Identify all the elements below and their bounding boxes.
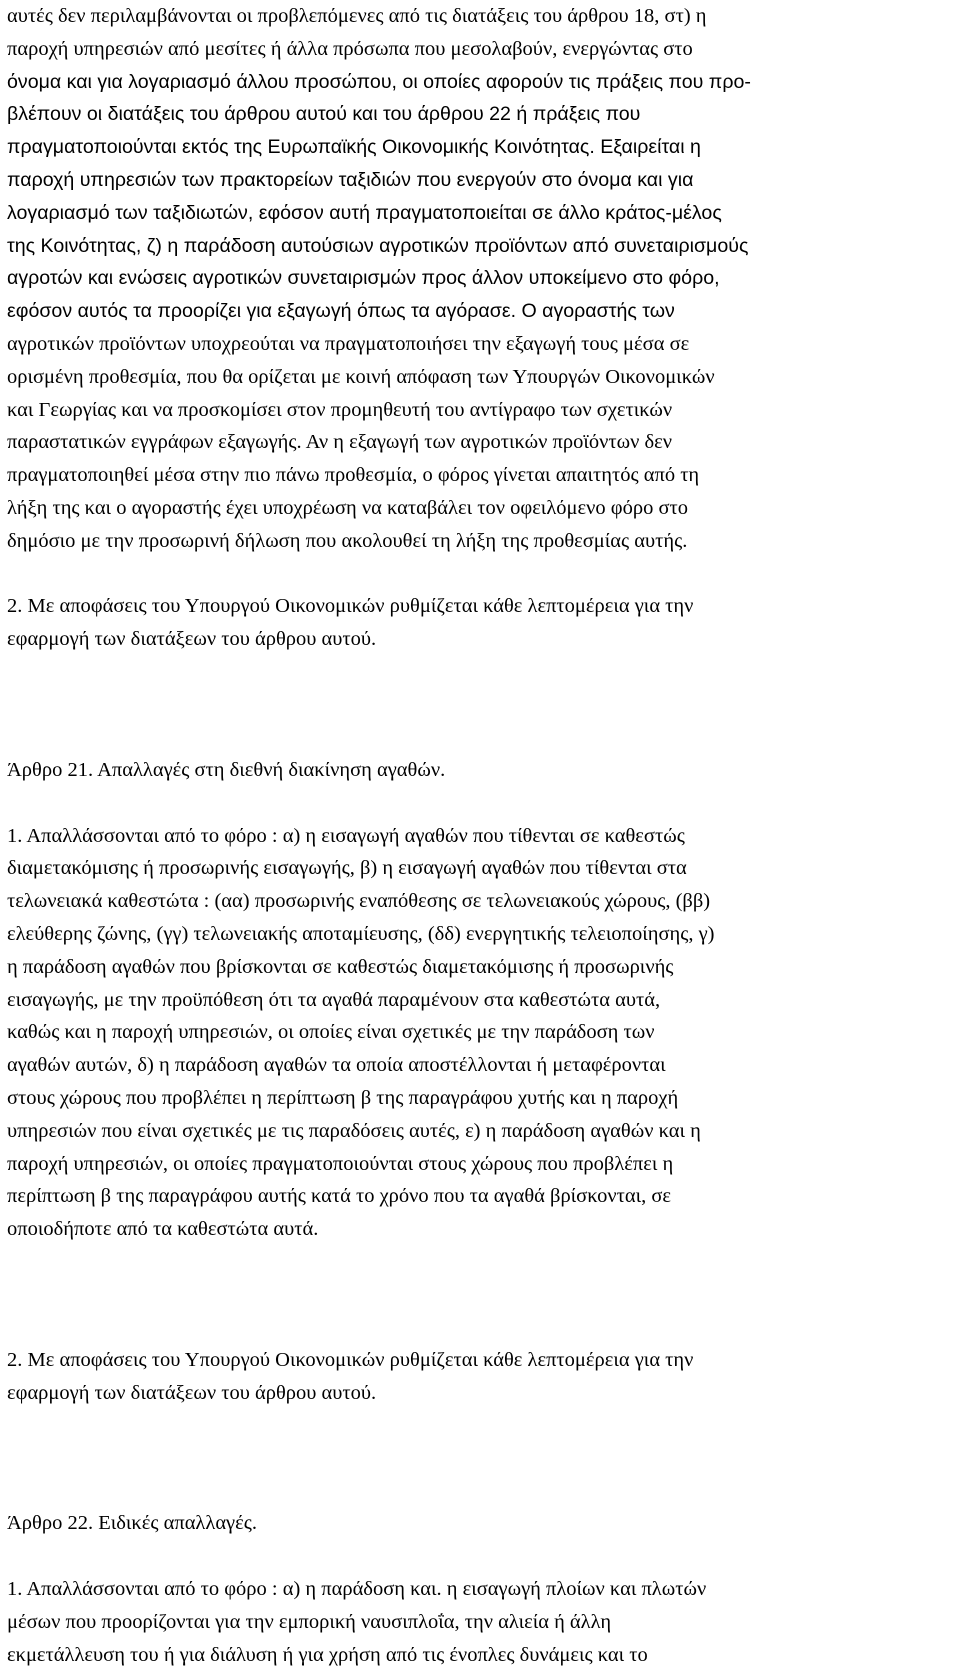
- spacer: [7, 1540, 957, 1573]
- spacer: [7, 656, 957, 754]
- paragraph-2: [7, 590, 957, 656]
- text-line: ελεύθερης ζώνης, (γγ) τελωνειακής αποταμίευσης, (δδ) ενεργητικής τελειοποίησης, γ): [7, 922, 715, 945]
- spacer: [7, 1409, 957, 1507]
- text-line: παροχή υπηρεσιών από μεσίτες ή άλλα πρόσωπα που μεσολαβούν, ενεργώντας στο: [7, 37, 693, 60]
- text-line: τελωνειακά καθεστώτα : (αα) προσωρινής εναπόθεσης σε τελωνειακούς χώρους, (ββ): [7, 890, 711, 913]
- text-line: εφαρμογή των διατάξεων του άρθρου αυτού.: [7, 1381, 377, 1404]
- text-line: μέσων που προορίζονται για την εμπορική ναυσιπλοΐα, την αλιεία ή άλλη: [7, 1610, 612, 1633]
- text-line: βλέπουν οι διατάξεις του άρθρου αυτού και του άρθρου 22 ή πράξεις που: [7, 103, 641, 126]
- text-line: αγροτών και ενώσεις αγροτικών συνεταιρισμών προς άλλον υποκείμενο στο φόρο,: [7, 267, 720, 290]
- text-line: πραγματοποιηθεί μέσα στην πιο πάνω προθεσμία, ο φόρος γίνεται απαιτητός από τη: [7, 464, 700, 487]
- text-line: 1. Απαλλάσσονται από το φόρο : α) η παράδοση και. η εισαγωγή πλοίων και πλωτών: [7, 1578, 707, 1601]
- text-line: λογαριασμό των ταξιδιωτών, εφόσον αυτή πραγματοποιείται σε άλλο κράτος-μέλος: [7, 201, 722, 224]
- text-line: δημόσιο με την προσωρινή δήλωση που ακολουθεί τη λήξη της προθεσμίας αυτής.: [7, 529, 688, 552]
- text-line: παροχή υπηρεσιών των πρακτορείων ταξιδιών που ενεργούν στο όνομα και για: [7, 168, 694, 191]
- text-line: της Κοινότητας, ζ) η παράδοση αυτούσιων αγροτικών προϊόντων από συνεταιρισμούς: [7, 234, 749, 257]
- text-line: διαμετακόμισης ή προσωρινής εισαγωγής, β) η εισαγωγή αγαθών που τίθενται στα: [7, 857, 687, 880]
- text-line: στους χώρους που προβλέπει η περίπτωση β της παραγράφου χυτής και η παροχή: [7, 1086, 679, 1109]
- article-21-paragraph-1: [7, 820, 957, 1246]
- text-line: λήξη της και ο αγοραστής έχει υποχρέωση να καταβάλει τον οφειλόμενο φόρο στο: [7, 496, 688, 519]
- text-line: περίπτωση β της παραγράφου αυτής κατά το χρόνο που τα αγαθά βρίσκονται, σε: [7, 1185, 672, 1208]
- text-line: παραστατικών εγγράφων εξαγωγής. Αν η εξαγωγή των αγροτικών προϊόντων δεν: [7, 431, 673, 454]
- spacer: [7, 787, 957, 820]
- text-line: πραγματοποιούνται εκτός της Ευρωπαϊκής Οικονομικής Κοινότητας. Εξαιρείται η: [7, 136, 701, 159]
- text-line: εφόσον αυτός τα προορίζει για εξαγωγή όπως τα αγόρασε. Ο αγοραστής των: [7, 300, 675, 323]
- text-line: παροχή υπηρεσιών, οι οποίες πραγματοποιούνται στους χώρους που προβλέπει η: [7, 1152, 674, 1175]
- spacer: [7, 1246, 957, 1344]
- text-line: 2. Με αποφάσεις του Υπουργού Οικονομικών ρυθμίζεται κάθε λεπτομέρεια για την: [7, 595, 694, 618]
- text-line: οποιοδήποτε από τα καθεστώτα αυτά.: [7, 1218, 319, 1241]
- text-line: αυτές δεν περιλαμβάνονται οι προβλεπόμενες από τις διατάξεις του άρθρου 18, στ) η: [7, 5, 707, 27]
- text-line: εκμετάλλευση του ή για διάλυση ή για χρήση από τις ένοπλες δυνάμεις και το: [7, 1643, 648, 1666]
- text-line: 2. Με αποφάσεις του Υπουργού Οικονομικών ρυθμίζεται κάθε λεπτομέρεια για την: [7, 1348, 694, 1371]
- text-line: ορισμένη προθεσμία, που θα ορίζεται με κοινή απόφαση των Υπουργών Οικονομικών: [7, 365, 715, 388]
- article-22-heading: Άρθρο 22. Ειδικές απαλλαγές.: [7, 1512, 257, 1535]
- article-21-paragraph-2: [7, 1344, 957, 1410]
- text-line: αγροτικών προϊόντων υποχρεούται να πραγματοποιήσει την εξαγωγή τους μέσα σε: [7, 332, 690, 355]
- document-page: [7, 0, 957, 1671]
- spacer: [7, 558, 957, 591]
- text-line: εφαρμογή των διατάξεων του άρθρου αυτού.: [7, 628, 377, 651]
- text-line: υπηρεσιών που είναι σχετικές με τις παραδόσεις αυτές, ε) η παράδοση αγαθών και η: [7, 1119, 701, 1142]
- text-line: αγαθών αυτών, δ) η παράδοση αγαθών τα οποία αποστέλλονται ή μεταφέρονται: [7, 1054, 666, 1077]
- paragraph-continuation: [7, 0, 957, 558]
- article-21-heading: Άρθρο 21. Απαλλαγές στη διεθνή διακίνηση αγαθών.: [7, 758, 446, 781]
- text-line: η παράδοση αγαθών που βρίσκονται σε καθεστώς διαμετακόμισης ή προσωρινής: [7, 955, 674, 978]
- text-line: 1. Απαλλάσσονται από το φόρο : α) η εισαγωγή αγαθών που τίθενται σε καθεστώς: [7, 824, 685, 847]
- text-line: καθώς και η παροχή υπηρεσιών, οι οποίες είναι σχετικές με την παράδοση των: [7, 1021, 655, 1044]
- text-line: και Γεωργίας και να προσκομίσει στον προμηθευτή του αντίγραφο των σχετικών: [7, 398, 673, 421]
- text-line: εισαγωγής, με την προϋπόθεση ότι τα αγαθά παραμένουν στα καθεστώτα αυτά,: [7, 988, 661, 1011]
- text-line: όνομα και για λογαριασμό άλλου προσώπου, οι οποίες αφορούν τις πράξεις που προ-: [7, 70, 751, 93]
